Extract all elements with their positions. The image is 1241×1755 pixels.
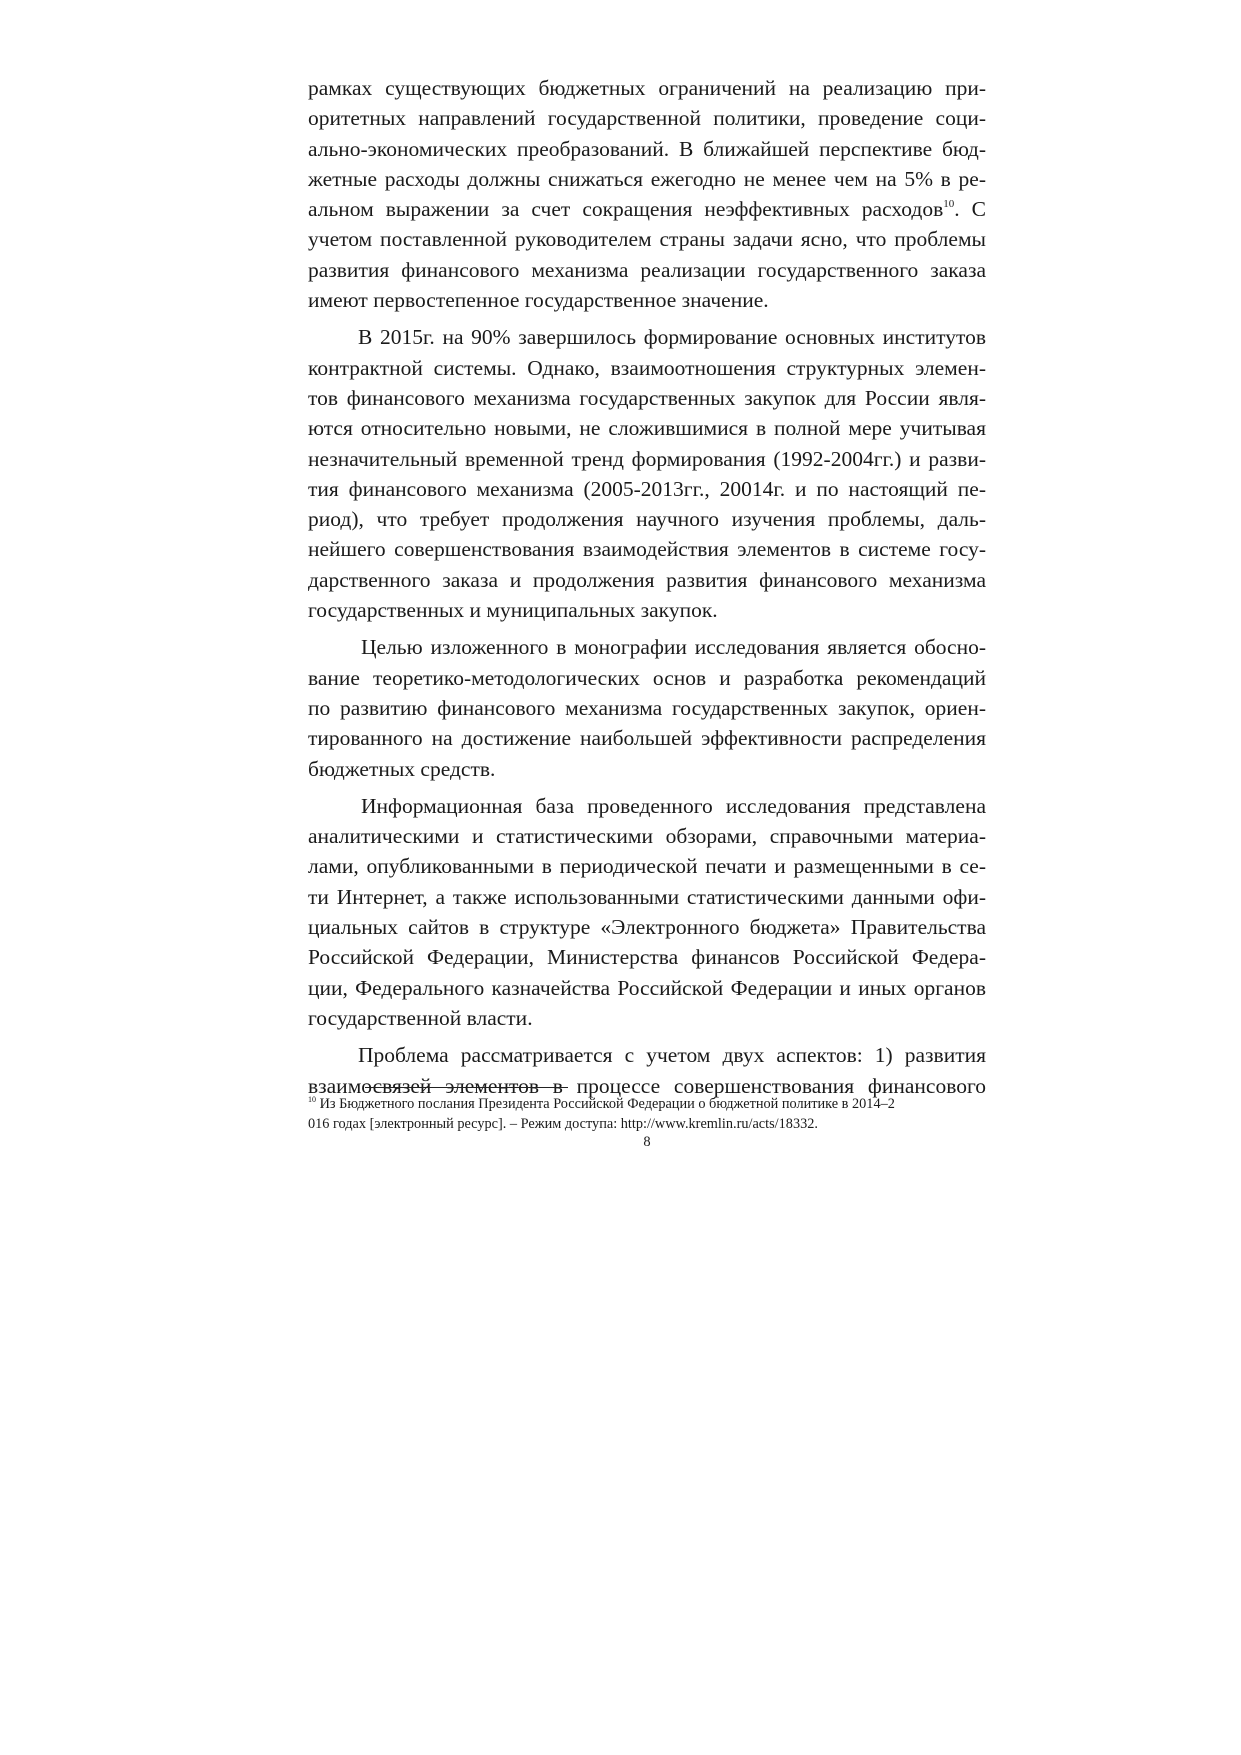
page-number: 8: [643, 1134, 651, 1150]
text-line: риод), что требует продолжения научного изучения проблемы, даль-: [308, 507, 986, 532]
paragraph-5: [308, 1040, 986, 1101]
text-line: учетом поставленной руководителем страны задачи ясно, что проблемы: [308, 227, 986, 252]
text-segment: . С: [954, 197, 987, 222]
paragraph-3: [308, 632, 986, 783]
footnote-text: Из Бюджетного послания Президента Российской Федерации о бюджетной политике в 2014–2: [316, 1096, 895, 1112]
text-line: государственных и муниципальных закупок.: [308, 598, 718, 623]
text-line: Проблема рассматривается с учетом двух аспектов: 1) развития: [358, 1043, 986, 1068]
text-line: аналитическими и статистическими обзорами, справочными материа-: [308, 824, 986, 849]
text-line: бюджетных средств.: [308, 756, 496, 781]
text-line: развития финансового механизма реализации государственного заказа: [308, 257, 986, 282]
text-segment: альном выражении за счет сокращения неэффективных расходов: [308, 197, 944, 222]
text-line: вание теоретико-методологических основ и разработка рекомендаций: [308, 665, 986, 690]
paragraph-2: [308, 322, 986, 625]
body-text: [308, 73, 986, 1101]
text-line: циальных сайтов в структуре «Электронного бюджета» Правительства: [308, 915, 986, 940]
text-line: по развитию финансового механизма государственных закупок, ориен-: [308, 695, 986, 720]
text-line: лами, опубликованными в периодической печати и размещенными в се-: [308, 854, 986, 879]
footnote-reference[interactable]: 10: [943, 198, 955, 211]
text-line: ально-экономических преобразований. В ближайшей перспективе бюд-: [308, 136, 986, 161]
text-line: ются относительно новыми, не сложившимися в полной мере учитывая: [308, 416, 986, 441]
text-line: жетные расходы должны снижаться ежегодно не менее чем на 5% в ре-: [308, 166, 986, 191]
footnote-line: 016 годах [электронный ресурс]. – Режим доступа: http://www.kremlin.ru/acts/18332.: [308, 1116, 818, 1132]
text-line: взаимосвязей элементов в процессе совершенствования финансового: [308, 1073, 986, 1098]
footnote-separator: [365, 1087, 568, 1088]
text-line: дарственного заказа и продолжения развития финансового механизма: [308, 567, 986, 592]
footnote: [308, 1094, 986, 1134]
text-line: нейшего совершенствования взаимодействия элементов в системе госу-: [308, 537, 986, 562]
text-line: Целью изложенного в монографии исследования является обосно-: [361, 635, 986, 660]
text-line: незначительный временной тренд формирования (1992-2004гг.) и разви-: [308, 446, 986, 471]
text-line: Российской Федерации, Министерства финансов Российской Федера-: [308, 945, 986, 970]
text-line: рамках существующих бюджетных ограничений на реализацию при-: [308, 76, 986, 100]
text-line: имеют первостепенное государственное значение.: [308, 288, 769, 313]
text-line: Информационная база проведенного исследования представлена: [361, 793, 986, 818]
text-line: ти Интернет, а также использованными статистическими данными офи-: [308, 884, 986, 909]
text-line: ции, Федерального казначейства Российской Федерации и иных органов: [308, 975, 986, 1000]
text-line: тированного на достижение наибольшей эффективности распределения: [308, 726, 986, 751]
text-line-with-footnote-ref: [308, 194, 986, 224]
text-line: тов финансового механизма государственных закупок для России явля-: [308, 385, 986, 410]
footnote-number: 10: [308, 1095, 316, 1104]
footnote-line: [308, 1094, 986, 1114]
text-line: государственной власти.: [308, 1005, 533, 1030]
text-line: В 2015г. на 90% завершилось формирование основных институтов: [358, 325, 986, 350]
paragraph-4: [308, 791, 986, 1033]
text-line: тия финансового механизма (2005-2013гг., 20014г. и по настоящий пе-: [308, 476, 986, 501]
text-line: оритетных направлений государственной политики, проведение соци-: [308, 106, 986, 131]
paragraph-1: [308, 73, 986, 315]
text-line: контрактной системы. Однако, взаимоотношения структурных элемен-: [308, 355, 986, 380]
